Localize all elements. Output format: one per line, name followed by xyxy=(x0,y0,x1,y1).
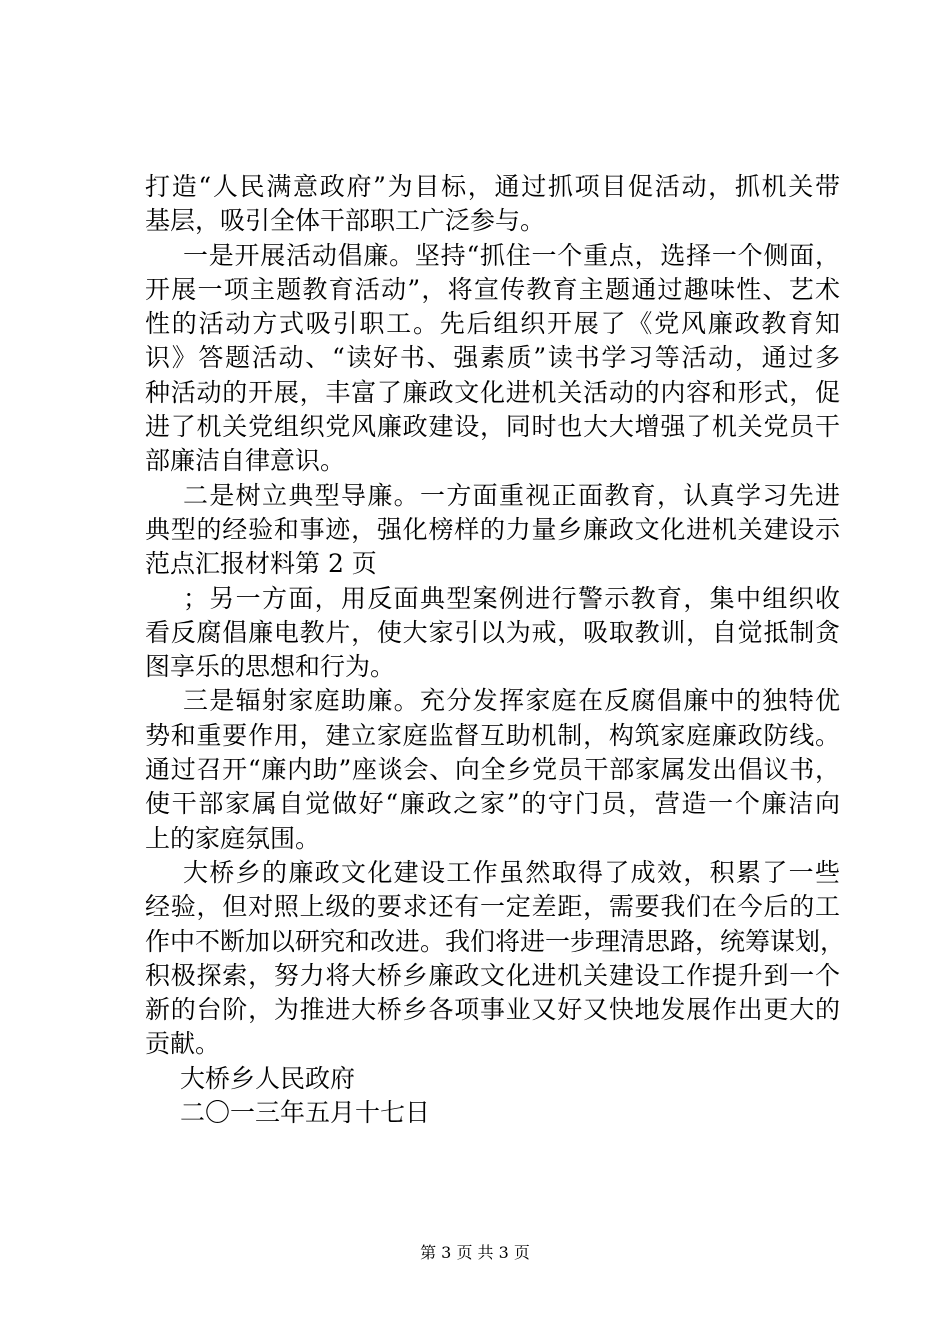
text-line: 三是辐射家庭助廉。充分发挥家庭在反腐倡廉中的独特优 xyxy=(183,686,840,716)
text-line: 积极探索，努力将大桥乡廉政文化进机关建设工作提升到一个 xyxy=(145,960,840,990)
text-line: 基层，吸引全体干部职工广泛参与。 xyxy=(145,206,546,236)
text-line: 看反腐倡廉电教片，使大家引以为戒，吸取教训，自觉抵制贪 xyxy=(145,617,840,647)
text-line: 打造“人民满意政府”为目标，通过抓项目促活动，抓机关带 xyxy=(145,172,840,201)
text-line: 范点汇报材料第 2 页 xyxy=(145,549,377,579)
text-line: 势和重要作用，建立家庭监督互助机制，构筑家庭廉政防线。 xyxy=(145,720,840,750)
text-line: 贡献。 xyxy=(145,1029,221,1059)
text-line: 性的活动方式吸引职工。先后组织开展了《党风廉政教育知 xyxy=(145,309,840,339)
text-line: ；另一方面，用反面典型案例进行警示教育，集中组织收 xyxy=(183,583,840,613)
document-body xyxy=(145,170,846,1130)
text-line: 种活动的开展，丰富了廉政文化进机关活动的内容和形式，促 xyxy=(145,377,840,407)
text-line: 二是树立典型导廉。一方面重视正面教育，认真学习先进 xyxy=(183,480,840,510)
signature-org: 大桥乡人民政府 xyxy=(180,1063,356,1093)
page-number-footer: 第 3 页 共 3 页 xyxy=(420,1243,530,1262)
text-line: 作中不断加以研究和改进。我们将进一步理清思路，统筹谋划， xyxy=(145,926,846,956)
text-line: 通过召开“廉内助”座谈会、向全乡党员干部家属发出倡议书， xyxy=(145,755,840,785)
text-line: 部廉洁自律意识。 xyxy=(145,446,346,476)
text-line: 使干部家属自觉做好“廉政之家”的守门员，营造一个廉洁向 xyxy=(145,789,840,819)
text-line: 识》答题活动、“读好书、强素质”读书学习等活动，通过多 xyxy=(145,343,840,373)
text-line: 上的家庭氛围。 xyxy=(145,823,321,853)
text-line: 典型的经验和事迹，强化榜样的力量乡廉政文化进机关建设示 xyxy=(145,514,840,544)
signature-date: 二〇一三年五月十七日 xyxy=(180,1098,431,1128)
text-line: 开展一项主题教育活动”，将宣传教育主题通过趣味性、艺术 xyxy=(145,274,840,304)
text-line: 图享乐的思想和行为。 xyxy=(145,652,396,682)
text-line: 经验，但对照上级的要求还有一定差距，需要我们在今后的工 xyxy=(145,892,840,922)
text-line: 大桥乡的廉政文化建设工作虽然取得了成效，积累了一些 xyxy=(183,857,840,887)
text-line: 进了机关党组织党风廉政建设，同时也大大增强了机关党员干 xyxy=(145,412,840,442)
text-line: 一是开展活动倡廉。坚持“抓住一个重点，选择一个侧面， xyxy=(183,240,840,270)
text-line: 新的台阶，为推进大桥乡各项事业又好又快地发展作出更大的 xyxy=(145,995,840,1025)
